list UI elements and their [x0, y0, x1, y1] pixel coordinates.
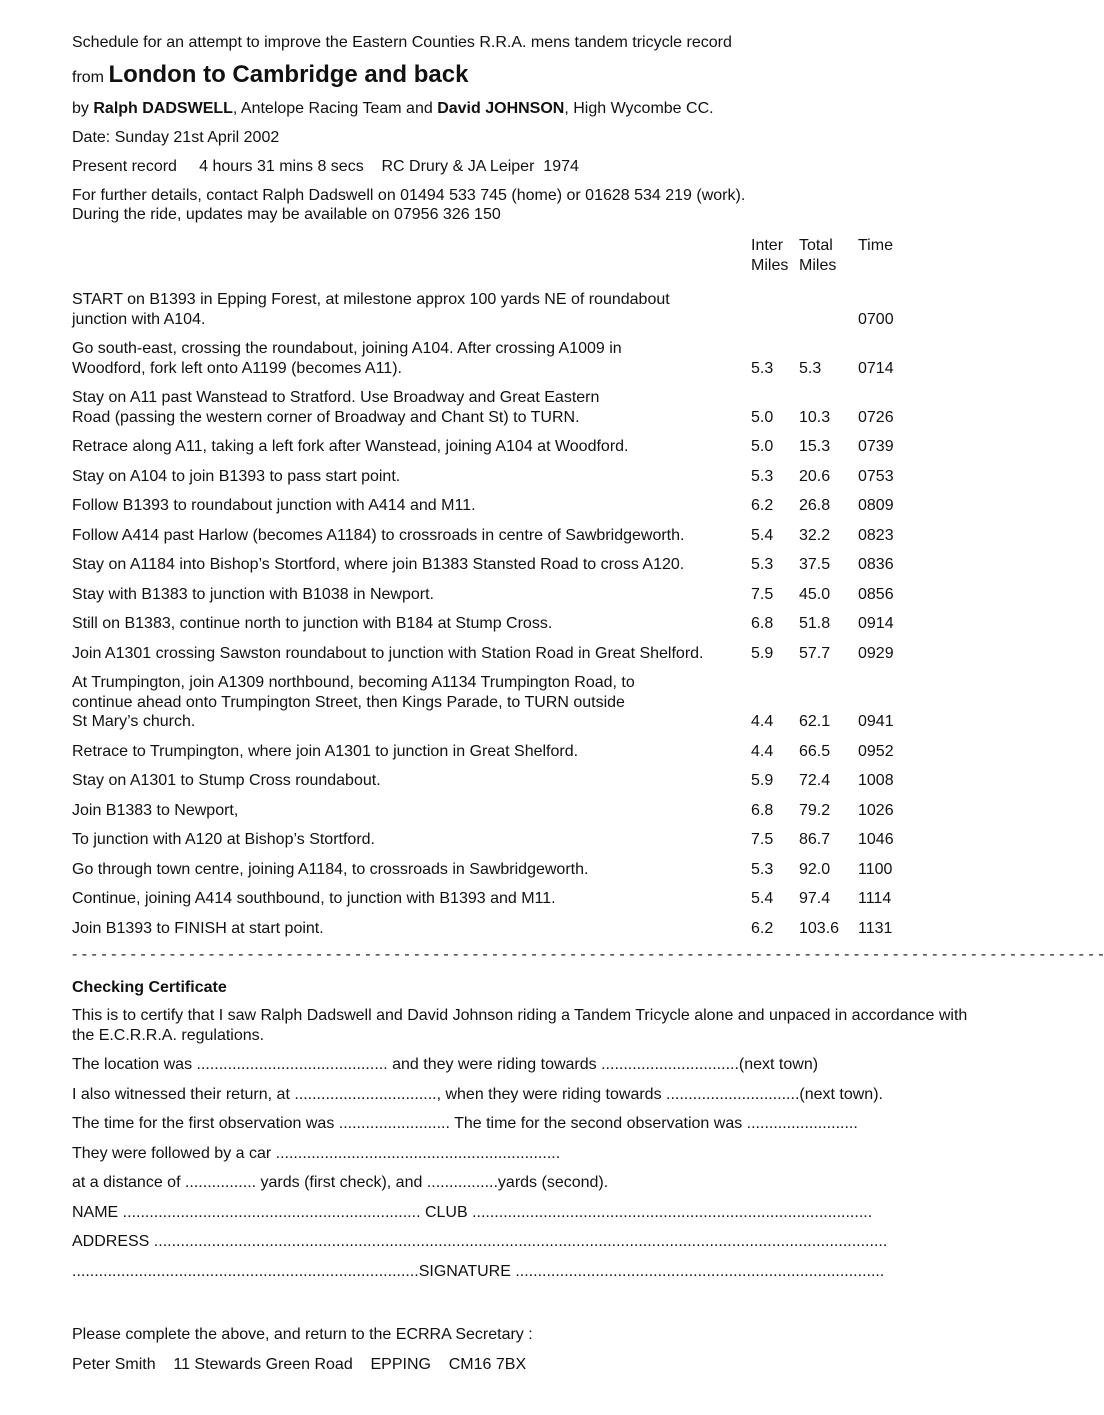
total-miles: 32.2: [799, 526, 831, 544]
scheduled-time: 0836: [858, 556, 894, 573]
route-description: Stay on A1301 to Stump Cross roundabout.: [72, 772, 381, 789]
col-total-miles: Total Miles: [799, 237, 837, 274]
total-miles: 79.2: [799, 801, 831, 819]
route-row: [72, 889, 962, 909]
route-description: Join B1393 to FINISH at start point.: [72, 919, 324, 937]
inter-miles: 6.2: [751, 919, 774, 937]
inter-miles: 4.4: [751, 742, 774, 760]
inter-miles: 5.4: [751, 526, 774, 544]
scheduled-time: 0739: [858, 438, 894, 455]
secretary-address: Peter Smith 11 Stewards Green Road EPPING CM16 7BX: [72, 1355, 527, 1373]
route-description: To junction with A120 at Bishop’s Stortford.: [72, 831, 375, 848]
total-miles: 10.3: [799, 408, 831, 426]
route-description: Go through town centre, joining A1184, to crossroads in Sawbridgeworth.: [72, 860, 589, 878]
route-description: START on B1393 in Epping Forest, at milestone approx 100 yards NE of roundabout junction with A104.: [72, 291, 670, 328]
inter-miles: 5.0: [751, 438, 774, 455]
route-row: [72, 919, 962, 939]
return-line: I also witnessed their return, at ................................, when they were riding towards ..............................(next town).: [72, 1085, 883, 1103]
route-description: Retrace to Trumpington, where join A1301 to junction in Great Shelford.: [72, 742, 579, 760]
inter-miles: 5.3: [751, 860, 774, 878]
location-line: The location was ........................................... and they were riding towards ...............................(next town): [72, 1056, 819, 1073]
separator-line: - - - - - - - - - - - - - - - - - - - - - - - - - - - - - - - - - - - - - - - - - - - - - - - - - - - - - - - - - - - - - - - - - - - - - - - - - - - - - - - - - - - - - - - - - - - - - - - - - - - - - - - - - -: [72, 946, 1104, 963]
route-row: [72, 290, 962, 329]
return-instruction: Please complete the above, and return to the ECRRA Secretary :: [72, 1326, 533, 1343]
total-miles: 97.4: [799, 890, 831, 907]
scheduled-time: 0753: [858, 467, 894, 485]
route-description: Follow B1393 to roundabout junction with A414 and M11.: [72, 497, 476, 514]
inter-miles: 5.9: [751, 644, 774, 662]
inter-miles: 5.3: [751, 467, 774, 485]
route-row: [72, 614, 962, 634]
route-description: Stay on A104 to join B1393 to pass start point.: [72, 467, 401, 485]
scheduled-time: 1114: [858, 890, 892, 907]
scheduled-time: 1046: [858, 831, 894, 848]
route-description: Retrace along A11, taking a left fork after Wanstead, joining A104 at Woodford.: [72, 438, 629, 455]
total-miles: 26.8: [799, 497, 831, 514]
inter-miles: 6.8: [751, 615, 774, 632]
rider2-club: , High Wycombe CC.: [564, 100, 714, 117]
scheduled-time: 0929: [858, 644, 894, 662]
route-row: [72, 742, 962, 762]
total-miles: 20.6: [799, 467, 831, 485]
scheduled-time: 0856: [858, 585, 894, 603]
route-schedule: [72, 236, 982, 938]
riders-line: [72, 99, 982, 118]
route-description: Stay on A1184 into Bishop’s Stortford, where join B1383 Stansted Road to cross A120.: [72, 556, 685, 573]
route-rows: [72, 290, 982, 938]
car-line: They were followed by a car ................................................................: [72, 1144, 561, 1162]
route-row: [72, 437, 962, 457]
scheduled-time: 0941: [858, 713, 894, 730]
present-record: Present record 4 hours 31 mins 8 secs RC Drury & JA Leiper 1974: [72, 158, 579, 175]
col-time: Time: [858, 237, 893, 254]
total-miles: 5.3: [799, 359, 822, 377]
inter-miles: 5.0: [751, 408, 774, 426]
route-description: Stay with B1383 to junction with B1038 in Newport.: [72, 585, 434, 603]
route-description: Follow A414 past Harlow (becomes A1184) to crossroads in centre of Sawbridgeworth.: [72, 526, 685, 544]
distance-line: at a distance of ................ yards (first check), and ................yards (second).: [72, 1174, 609, 1191]
route-description: Stay on A11 past Wanstead to Stratford. Use Broadway and Great Eastern Road (passing the western corner of Broadway and Chant St) to TURN.: [72, 389, 600, 426]
route-row: [72, 585, 962, 605]
scheduled-time: 0726: [858, 408, 894, 426]
rider2-name: David JOHNSON: [437, 100, 565, 117]
column-headers: [72, 236, 982, 284]
inter-miles: 7.5: [751, 831, 774, 848]
total-miles: 62.1: [799, 713, 831, 730]
total-miles: 51.8: [799, 615, 831, 632]
document-title: [72, 62, 982, 91]
route-row: [72, 673, 962, 732]
certificate-statement: This is to certify that I saw Ralph Dadswell and David Johnson riding a Tandem Tricycle alone and unpaced in accordance with the E.C.R.R.A. regulations.: [72, 1007, 968, 1044]
scheduled-time: 1131: [858, 919, 893, 937]
total-miles: 72.4: [799, 772, 831, 789]
total-miles: 103.6: [799, 919, 840, 937]
route-row: [72, 644, 962, 664]
inter-miles: 6.2: [751, 497, 774, 514]
title-main: London to Cambridge and back: [108, 61, 469, 88]
title-prefix: from: [72, 69, 104, 86]
scheduled-time: 0809: [858, 497, 894, 514]
route-row: [72, 830, 962, 850]
scheduled-time: 1008: [858, 772, 894, 789]
route-row: [72, 467, 962, 487]
signature-line: ..............................................................................SIGNATURE ...................................................................................: [72, 1262, 885, 1280]
route-row: [72, 771, 962, 791]
route-description: Continue, joining A414 southbound, to junction with B1393 and M11.: [72, 890, 556, 907]
scheduled-time: 0700: [858, 310, 894, 328]
route-description: At Trumpington, join A1309 northbound, becoming A1134 Trumpington Road, to continue ahead onto Trumpington Street, then Kings Parade, to TURN outside St Mary’s church.: [72, 674, 635, 730]
inter-miles: 5.4: [751, 890, 774, 907]
observation-time-line: The time for the first observation was ......................... The time for the second observation was .........................: [72, 1115, 858, 1132]
rider1-club: , Antelope Racing Team and: [232, 100, 438, 117]
intro-text: Schedule for an attempt to improve the Eastern Counties R.R.A. mens tandem tricycle record: [72, 34, 732, 51]
route-row: [72, 801, 962, 821]
route-description: Join A1301 crossing Sawston roundabout to junction with Station Road in Great Shelford.: [72, 644, 704, 662]
total-miles: 86.7: [799, 831, 831, 848]
rider1-name: Ralph DADSWELL: [93, 100, 233, 117]
contact-line-2: During the ride, updates may be available on 07956 326 150: [72, 206, 501, 223]
route-row: [72, 388, 962, 427]
route-description: Join B1383 to Newport,: [72, 801, 239, 819]
route-row: [72, 339, 962, 378]
checking-certificate: [72, 978, 982, 1281]
inter-miles: 5.3: [751, 556, 774, 573]
address-line: ADDRESS .....................................................................................................................................................................: [72, 1233, 888, 1250]
route-description: Still on B1383, continue north to junction with B184 at Stump Cross.: [72, 615, 553, 632]
route-row: [72, 860, 962, 880]
route-row: [72, 526, 962, 546]
inter-miles: 5.9: [751, 772, 774, 789]
inter-miles: 5.3: [751, 359, 774, 377]
scheduled-time: 1100: [858, 860, 893, 878]
scheduled-time: 0714: [858, 359, 894, 377]
total-miles: 37.5: [799, 556, 831, 573]
total-miles: 15.3: [799, 438, 831, 455]
total-miles: 92.0: [799, 860, 831, 878]
date-line: Date: Sunday 21st April 2002: [72, 129, 280, 146]
total-miles: 66.5: [799, 742, 831, 760]
schedule-document: [72, 33, 1104, 1374]
contact-line-1: For further details, contact Ralph Dadswell on 01494 533 745 (home) or 01628 534 219 (work).: [72, 187, 746, 204]
route-description: Go south-east, crossing the roundabout, joining A104. After crossing A1009 in Woodford, fork left onto A1199 (becomes A11).: [72, 340, 622, 377]
scheduled-time: 0823: [858, 526, 894, 544]
total-miles: 57.7: [799, 644, 831, 662]
scheduled-time: 1026: [858, 801, 894, 819]
scheduled-time: 0914: [858, 615, 894, 632]
route-row: [72, 496, 962, 516]
inter-miles: 7.5: [751, 585, 774, 603]
certificate-title: Checking Certificate: [72, 979, 227, 996]
route-row: [72, 555, 962, 575]
total-miles: 45.0: [799, 585, 831, 603]
name-club-line: NAME ................................................................... CLUB ..........................................................................................: [72, 1203, 873, 1221]
inter-miles: 4.4: [751, 713, 774, 730]
col-inter-miles: Inter Miles: [751, 237, 789, 274]
riders-by: by: [72, 100, 89, 117]
inter-miles: 6.8: [751, 801, 774, 819]
scheduled-time: 0952: [858, 742, 894, 760]
